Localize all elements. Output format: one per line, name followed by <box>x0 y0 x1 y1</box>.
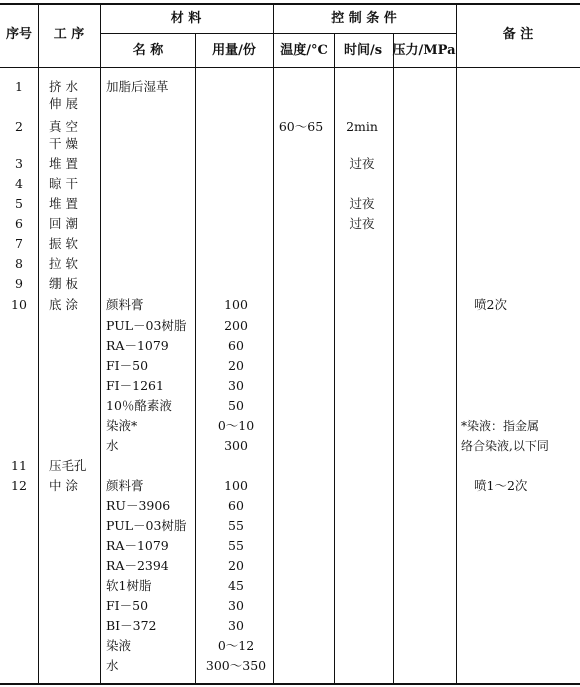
col-rule-7 <box>456 4 457 684</box>
header-remarks: 备 注 <box>502 27 534 42</box>
material-name: RU－3906 <box>106 498 171 513</box>
col-rule-1 <box>38 4 39 684</box>
material-amount: 60 <box>228 338 244 353</box>
material-amount: 300～350 <box>205 658 267 673</box>
material-amount: 45 <box>228 578 244 593</box>
header-process: 工 序 <box>53 27 85 42</box>
material-amount: 20 <box>228 358 244 373</box>
material-name: 染液* <box>106 418 138 433</box>
col-rule-6 <box>393 34 394 684</box>
process-step: 挤 水 <box>49 79 78 94</box>
material-name: 颜料膏 <box>106 478 144 493</box>
material-name: FI－50 <box>106 598 149 613</box>
row-number: 2 <box>15 119 23 134</box>
row-number: 12 <box>11 478 27 493</box>
material-amount: 55 <box>228 518 244 533</box>
row-number: 9 <box>15 276 23 291</box>
material-amount: 100 <box>224 478 248 493</box>
material-amount: 100 <box>224 297 248 312</box>
header-seq: 序号 <box>5 27 33 42</box>
col-rule-4 <box>273 4 274 684</box>
material-name: 10％酪素液 <box>106 398 172 413</box>
row-number: 1 <box>15 79 23 94</box>
row-number: 10 <box>11 297 27 312</box>
header-control: 控 制 条 件 <box>331 11 397 26</box>
row-number: 8 <box>15 256 23 271</box>
material-name: 加脂后湿革 <box>106 79 169 94</box>
material-amount: 50 <box>228 398 244 413</box>
row-number: 3 <box>15 156 23 171</box>
remark: 喷1～2次 <box>474 478 528 493</box>
temperature: 60～65 <box>278 119 324 134</box>
header-time: 时间/s <box>343 43 383 58</box>
header-amount: 用量/份 <box>212 43 256 58</box>
process-step: 堆 置 <box>49 156 78 171</box>
header-temp: 温度/°C <box>280 43 328 58</box>
process-step: 回 潮 <box>49 216 78 231</box>
table-bottom-rule <box>0 683 580 685</box>
remark: 喷2次 <box>474 297 507 312</box>
process-step: 中 涂 <box>49 478 78 493</box>
time-value: 过夜 <box>349 156 375 171</box>
process-step-line2: 干 燥 <box>49 136 78 151</box>
row-number: 6 <box>15 216 23 231</box>
material-amount: 30 <box>228 598 244 613</box>
material-name: PUL－03树脂 <box>106 518 187 533</box>
material-amount: 20 <box>228 558 244 573</box>
material-amount: 30 <box>228 378 244 393</box>
remark: 络合染液,以下同 <box>461 439 549 453</box>
material-amount: 300 <box>224 438 248 453</box>
process-step-line2: 伸 展 <box>49 96 78 111</box>
process-step: 振 软 <box>49 236 78 251</box>
col-rule-2 <box>100 4 101 684</box>
row-number: 7 <box>15 236 23 251</box>
remark: *染液：指金属 <box>461 419 540 433</box>
material-name: 软1树脂 <box>106 578 152 593</box>
material-amount: 30 <box>228 618 244 633</box>
material-name: RA－1079 <box>106 338 169 353</box>
process-step: 绷 板 <box>49 276 78 291</box>
material-name: 染液 <box>106 638 132 653</box>
material-name: PUL－03树脂 <box>106 318 187 333</box>
row-number: 5 <box>15 196 23 211</box>
header-name: 名 称 <box>132 43 164 58</box>
table-top-rule <box>0 3 580 5</box>
material-name: 水 <box>106 438 119 453</box>
process-step: 真 空 <box>49 119 78 134</box>
material-name: 水 <box>106 658 119 673</box>
process-step: 底 涂 <box>49 297 78 312</box>
process-step: 压毛孔 <box>49 458 87 473</box>
header-materials: 材 料 <box>170 11 202 26</box>
row-number: 11 <box>11 458 27 473</box>
col-rule-3 <box>195 34 196 684</box>
process-step: 拉 软 <box>49 256 78 271</box>
material-name: RA－1079 <box>106 538 169 553</box>
material-amount: 60 <box>228 498 244 513</box>
header-pressure: 压力/MPa <box>392 43 456 58</box>
time-value: 过夜 <box>349 196 375 211</box>
material-amount: 200 <box>224 318 248 333</box>
header-bottom-rule <box>0 67 580 68</box>
material-amount: 55 <box>228 538 244 553</box>
header-sub-rule <box>101 33 456 34</box>
material-name: BI－372 <box>106 618 157 633</box>
col-rule-5 <box>334 34 335 684</box>
time-value: 2min <box>346 119 378 134</box>
material-name: 颜料膏 <box>106 297 144 312</box>
time-value: 过夜 <box>349 216 375 231</box>
material-name: FI－50 <box>106 358 149 373</box>
material-amount: 0～12 <box>217 638 255 653</box>
process-step: 晾 干 <box>49 176 78 191</box>
material-amount: 0～10 <box>217 418 255 433</box>
row-number: 4 <box>15 176 23 191</box>
process-step: 堆 置 <box>49 196 78 211</box>
material-name: RA－2394 <box>106 558 169 573</box>
material-name: FI－1261 <box>106 378 164 393</box>
